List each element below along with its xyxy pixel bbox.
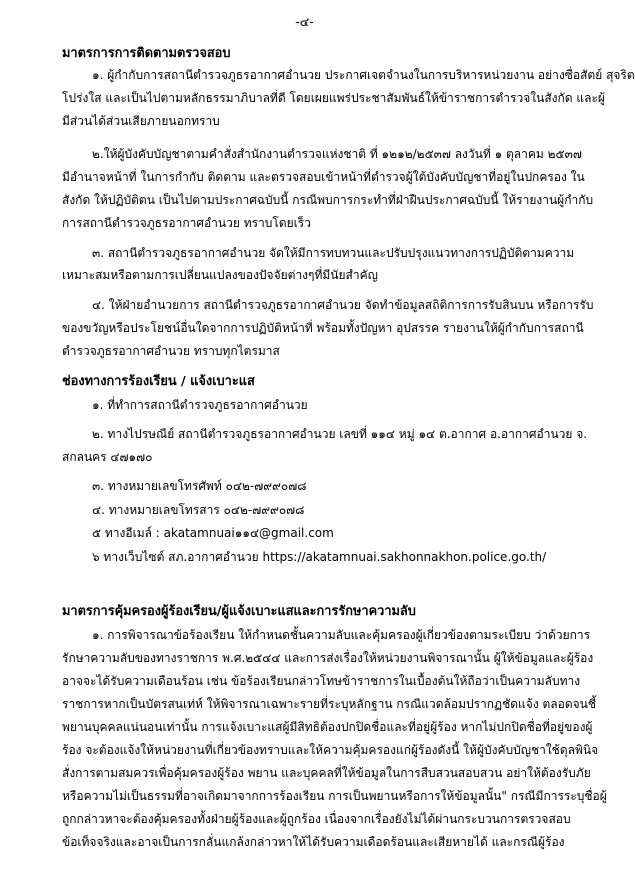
channel-item: สกลนคร ๔๗๑๗๐ <box>62 450 153 464</box>
paragraph-line: สังกัด ให้ปฏิบัติตน เป็นไปตามประกาศฉบับนี้ กรณีพบการกระทำที่ฝ่าฝืนประกาศฉบับนี้ ให้รายงานผู้กำกับ <box>62 193 594 207</box>
paragraph-line: ๓. สถานีตำรวจภูธรอากาศอำนวย จัดให้มีการทบทวนและปรับปรุงแนวทางการปฏิบัติตามความ <box>92 246 575 260</box>
section-heading-monitoring: มาตรการการติดตามตรวจสอบ <box>62 46 231 61</box>
paragraph-line: ตำรวจภูธรอากาศอำนวย ทราบทุกไตรมาส <box>62 344 280 358</box>
paragraph-line: เหมาะสมหรือตามการเปลี่ยนแปลงของปัจจัยต่างๆที่มีนัยสำคัญ <box>62 268 378 282</box>
paragraph-line: ของขวัญหรือประโยชน์อื่นใดจากการปฏิบัติหน้าที่ พร้อมทั้งปัญหา อุปสรรค รายงานให้ผู้กำกับการสถานี <box>62 321 584 335</box>
paragraph-line: พยานบุคคลแน่นอนเท่านั้น การแจ้งเบาะแสผู้มีสิทธิต้องปกปิดชื่อและที่อยู่ผู้ร้อง หากไม่ปกปิดชื่อที่อยู่ของผู้ <box>62 720 593 734</box>
channel-item: ๒. ทางไปรษณีย์ สถานีตำรวจภูธรอากาศอำนวย เลขที่ ๑๑๔ หมู่ ๑๔ ต.อากาศ อ.อากาศอำนวย จ. <box>92 427 588 441</box>
paragraph-line: สั่งการตามสมควรเพื่อคุ้มครองผู้ร้อง พยาน และบุคคลที่ให้ข้อมูลในการสืบสวนสอบสวน อย่าให้ต้องรับภัย <box>62 766 591 780</box>
paragraph-line: ถูกกล่าวหาจะต้องคุ้มครองทั้งฝ่ายผู้ร้องและผู้ถูกร้อง เนื่องจากเรื่องยังไม่ได้ผ่านกระบวนการตรวจสอบ <box>62 812 571 826</box>
paragraph-line: ร้อง จะต้องแจ้งให้หน่วยงานที่เกี่ยวข้องทราบและให้ความคุ้มครองแก่ผู้ร้องดังนี้ ให้ผู้บังคับบัญชาใช้ดุลพินิจ <box>62 743 599 757</box>
paragraph-line: การสถานีตำรวจภูธรอากาศอำนวย ทราบโดยเร็ว <box>62 216 311 230</box>
paragraph-line: หรือความไม่เป็นธรรมที่อาจเกิดมาจากการร้องเรียน การเป็นพยานหรือการให้ข้อมูลนั้น" กรณีมีการระบุชื่อผู้ <box>62 789 607 803</box>
paragraph-line: ราชการหากเป็นบัตรสนเท่ห์ ให้พิจารณาเฉพาะรายที่ระบุหลักฐาน กรณีแวดล้อมปรากฏชัดแจ้ง ตลอดจนชี้ <box>62 697 597 711</box>
paragraph-line: ๑. การพิจารณาข้อร้องเรียน ให้กำหนดชั้นความลับและคุ้มครองผู้เกี่ยวข้องตามระเบียบ ว่าด้วยการ <box>92 628 591 642</box>
paragraph-line: ๒.ให้ผู้บังคับบัญชาตามคำสั่งสำนักงานตำรวจแห่งชาติ ที่ ๑๒๑๒/๒๕๓๗ ลงวันที่ ๑ ตุลาคม ๒๕๓๗ <box>92 147 582 161</box>
channel-item: ๓. ทางหมายเลขโทรศัพท์ ๐๔๒-๗๙๙๐๗๘ <box>92 479 307 493</box>
section-heading-whistleblower-protection: มาตรการคุ้มครองผู้ร้องเรียน/ผู้แจ้งเบาะแสและการรักษาความลับ <box>62 604 416 619</box>
channel-item-website: ๖ ทางเว็บไซต์ สภ.อากาศอำนวย https://akatamnuai.sakhonnakhon.police.go.th/ <box>92 550 547 564</box>
paragraph-line: รักษาความลับของทางราชการ พ.ศ.๒๕๔๔ และการส่งเรื่องให้หน่วยงานพิจารณานั้น ผู้ให้ข้อมูลและผู้ร้อง <box>62 651 594 665</box>
channel-item: ๔. ทางหมายเลขโทรสาร ๐๔๒-๗๙๙๐๗๘ <box>92 503 305 517</box>
paragraph-line: ๔. ให้ฝ่ายอำนวยการ สถานีตำรวจภูธรอากาศอำนวย จัดทำข้อมูลสถิติการการรับสินบน หรือการรับ <box>92 298 594 312</box>
paragraph-line: มีอำนาจหน้าที่ ในการกำกับ ติดตาม และตรวจสอบเข้าหน้าที่ตำรวจผู้ใต้บังคับบัญชาที่อยู่ในปกครอง ใน <box>62 170 585 184</box>
channel-item-email: ๕ ทางอีเมล์ : akatamnuai๑๑๔@gmail.com <box>92 526 334 540</box>
paragraph-line: อาจจะได้รับความเดือนร้อน เช่น ข้อร้องเรียนกล่าวโทษข้าราชการในเบื้องต้นให้ถือว่าเป็นความลับทาง <box>62 674 581 688</box>
paragraph-line: มีส่วนได้ส่วนเสียภายนอกทราบ <box>62 114 220 128</box>
channel-item: ๑. ที่ทำการสถานีตำรวจภูธรอากาศอำนวย <box>92 398 308 412</box>
paragraph-line: โปร่งใส และเป็นไปตามหลักธรรมาภิบาลที่ดี โดยเผยแพร่ประชาสัมพันธ์ให้ข้าราชการตำรวจในสังกัด และผู้ <box>62 91 605 105</box>
page-number: -๔- <box>295 14 314 29</box>
paragraph-line: ข้อเท็จจริงและอาจเป็นการกลั่นแกล้งกล่าวหาให้ได้รับความเดือดร้อนและเสียหายได้ และกรณีผู้ร้อง <box>62 835 565 849</box>
section-heading-complaint-channels: ช่องทางการร้องเรียน / แจ้งเบาะแส <box>62 374 255 389</box>
paragraph-line: ๑. ผู้กำกับการสถานีตำรวจภูธรอากาศอำนวย ประกาศเจตจำนงในการบริหารหน่วยงาน อย่างซื่อสัตย์ สุจริต <box>92 68 635 82</box>
